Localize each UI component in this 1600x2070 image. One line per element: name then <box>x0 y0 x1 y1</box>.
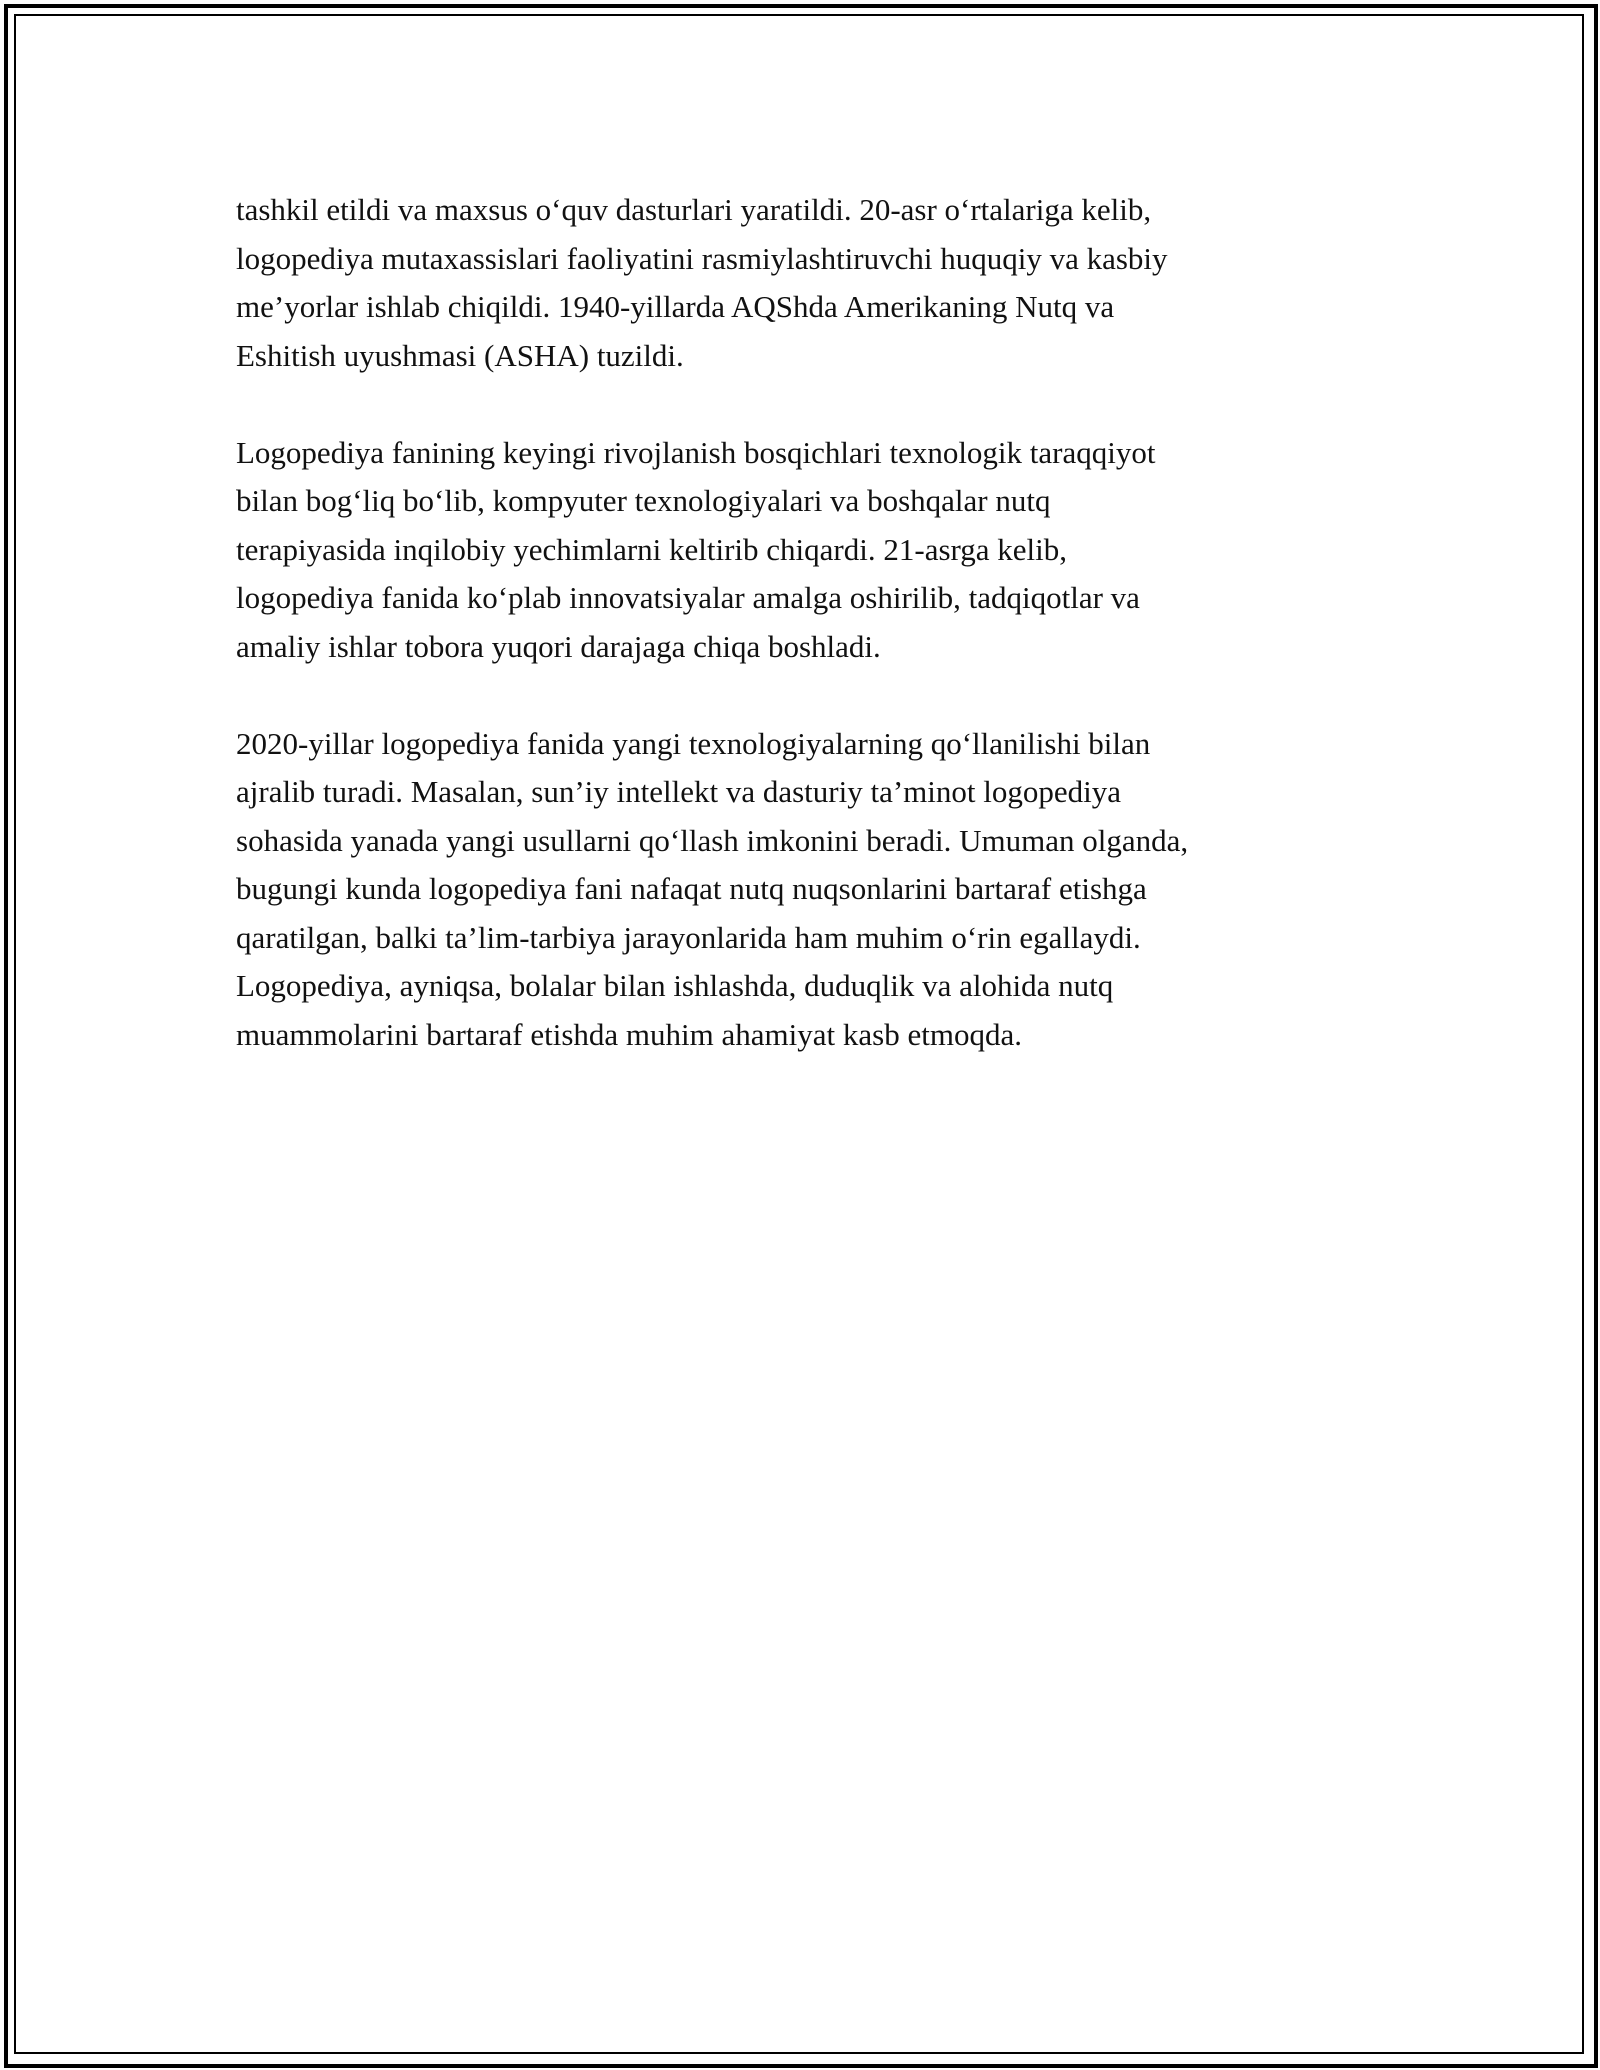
text-line: sohasida yanada yangi usullarni qo‘llash imkonini beradi. Umuman olganda, <box>236 822 1189 858</box>
text-line: logopediya mutaxassislari faoliyatini rasmiylashtiruvchi huquqiy va kasbiy <box>236 240 1168 276</box>
paragraph-2 <box>236 429 1386 672</box>
text-line: bugungi kunda logopediya fani nafaqat nutq nuqsonlarini bartaraf etishga <box>236 871 1147 906</box>
text-line: Logopediya, ayniqsa, bolalar bilan ishlashda, duduqlik va alohida nutq <box>236 968 1114 1003</box>
text-line: amaliy ishlar tobora yuqori darajaga chiqa boshladi. <box>236 628 881 664</box>
document-body <box>236 186 1386 1108</box>
text-line: logopediya fanida ko‘plab innovatsiyalar amalga oshirilib, tadqiqotlar va <box>236 580 1140 615</box>
paragraph-3 <box>236 720 1386 1060</box>
text-line: muammolarini bartaraf etishda muhim ahamiyat kasb etmoqda. <box>236 1016 1022 1052</box>
text-line: ajralib turadi. Masalan, sun’iy intellekt va dasturiy ta’minot logopediya <box>236 774 1121 809</box>
text-line: qaratilgan, balki ta’lim-tarbiya jarayonlarida ham muhim o‘rin egallaydi. <box>236 919 1141 955</box>
text-line: Eshitish uyushmasi (ASHA) tuzildi. <box>236 337 684 373</box>
paragraph-1 <box>236 186 1386 380</box>
text-line: terapiyasida inqilobiy yechimlarni keltirib chiqardi. 21-asrga kelib, <box>236 531 1068 567</box>
text-line: tashkil etildi va maxsus o‘quv dasturlari yaratildi. 20-asr o‘rtalariga kelib, <box>236 192 1152 227</box>
text-line: me’yorlar ishlab chiqildi. 1940-yillarda AQShda Amerikaning Nutq va <box>236 289 1115 324</box>
text-line: bilan bog‘liq bo‘lib, kompyuter texnologiyalari va boshqalar nutq <box>236 483 1051 518</box>
text-line: Logopediya fanining keyingi rivojlanish bosqichlari texnologik taraqqiyot <box>236 434 1156 470</box>
text-line: 2020-yillar logopediya fanida yangi texnologiyalarning qo‘llanilishi bilan <box>236 725 1151 761</box>
